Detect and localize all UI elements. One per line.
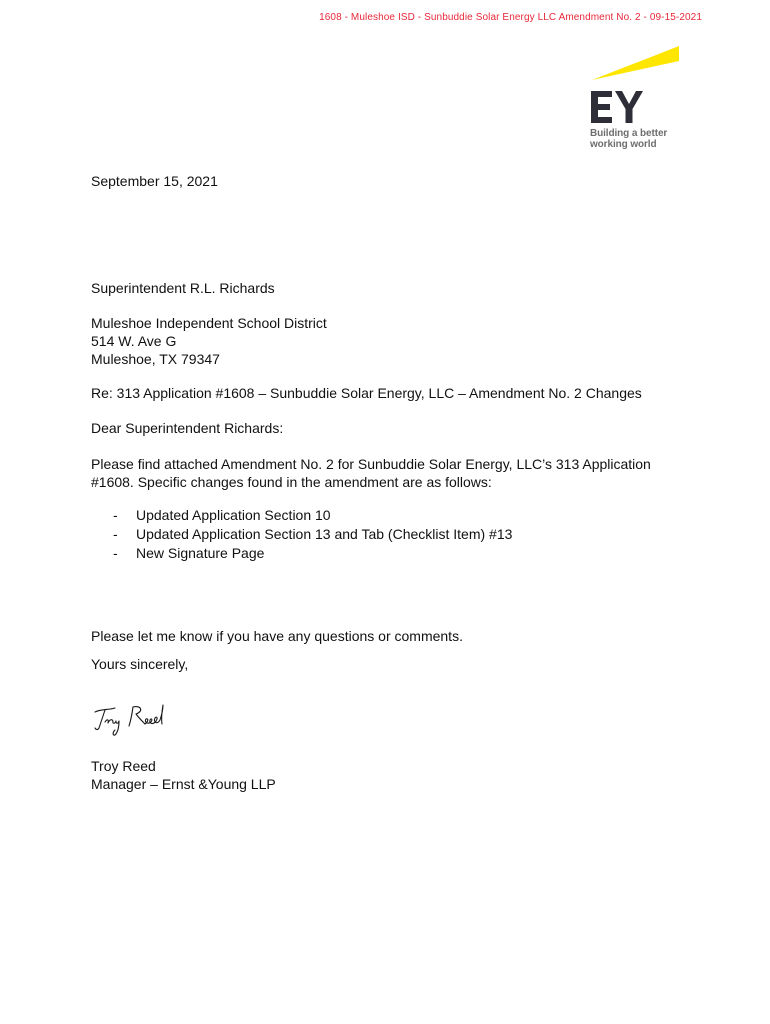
body-line-1: Please find attached Amendment No. 2 for Sunbuddie Solar Energy, LLC’s 313 Application	[91, 456, 651, 472]
ey-logo-tagline	[590, 128, 667, 150]
recipient-name: Superintendent R.L. Richards	[91, 280, 275, 296]
changes-list	[91, 506, 512, 563]
list-item: - New Signature Page	[91, 544, 512, 563]
signer-name: Troy Reed	[91, 758, 156, 774]
signer-block	[91, 757, 276, 793]
ey-logo-beam	[592, 46, 679, 80]
document-header-note: 1608 - Muleshoe ISD - Sunbuddie Solar Energy LLC Amendment No. 2 - 09-15-2021	[319, 12, 702, 23]
body-paragraph	[91, 455, 681, 491]
body-line-2: #1608. Specific changes found in the amendment are as follows:	[91, 474, 492, 490]
address-line-3: Muleshoe, TX 79347	[91, 351, 220, 367]
recipient-address	[91, 314, 327, 368]
tagline-line-2: working world	[590, 139, 657, 150]
handwritten-signature	[91, 702, 171, 738]
address-line-2: 514 W. Ave G	[91, 333, 177, 349]
closing-phrase: Yours sincerely,	[91, 656, 189, 672]
letter-date: September 15, 2021	[91, 173, 218, 189]
signer-title: Manager – Ernst &Young LLP	[91, 776, 276, 792]
list-item: - Updated Application Section 10	[91, 506, 512, 525]
list-item: - Updated Application Section 13 and Tab (Checklist Item) #13	[91, 525, 512, 544]
subject-line: Re: 313 Application #1608 – Sunbuddie Solar Energy, LLC – Amendment No. 2 Changes	[91, 385, 642, 401]
closing-question: Please let me know if you have any questions or comments.	[91, 628, 463, 644]
address-line-1: Muleshoe Independent School District	[91, 315, 327, 331]
salutation: Dear Superintendent Richards:	[91, 420, 284, 436]
ey-logo-wordmark	[591, 91, 643, 123]
tagline-line-1: Building a better	[590, 128, 668, 139]
